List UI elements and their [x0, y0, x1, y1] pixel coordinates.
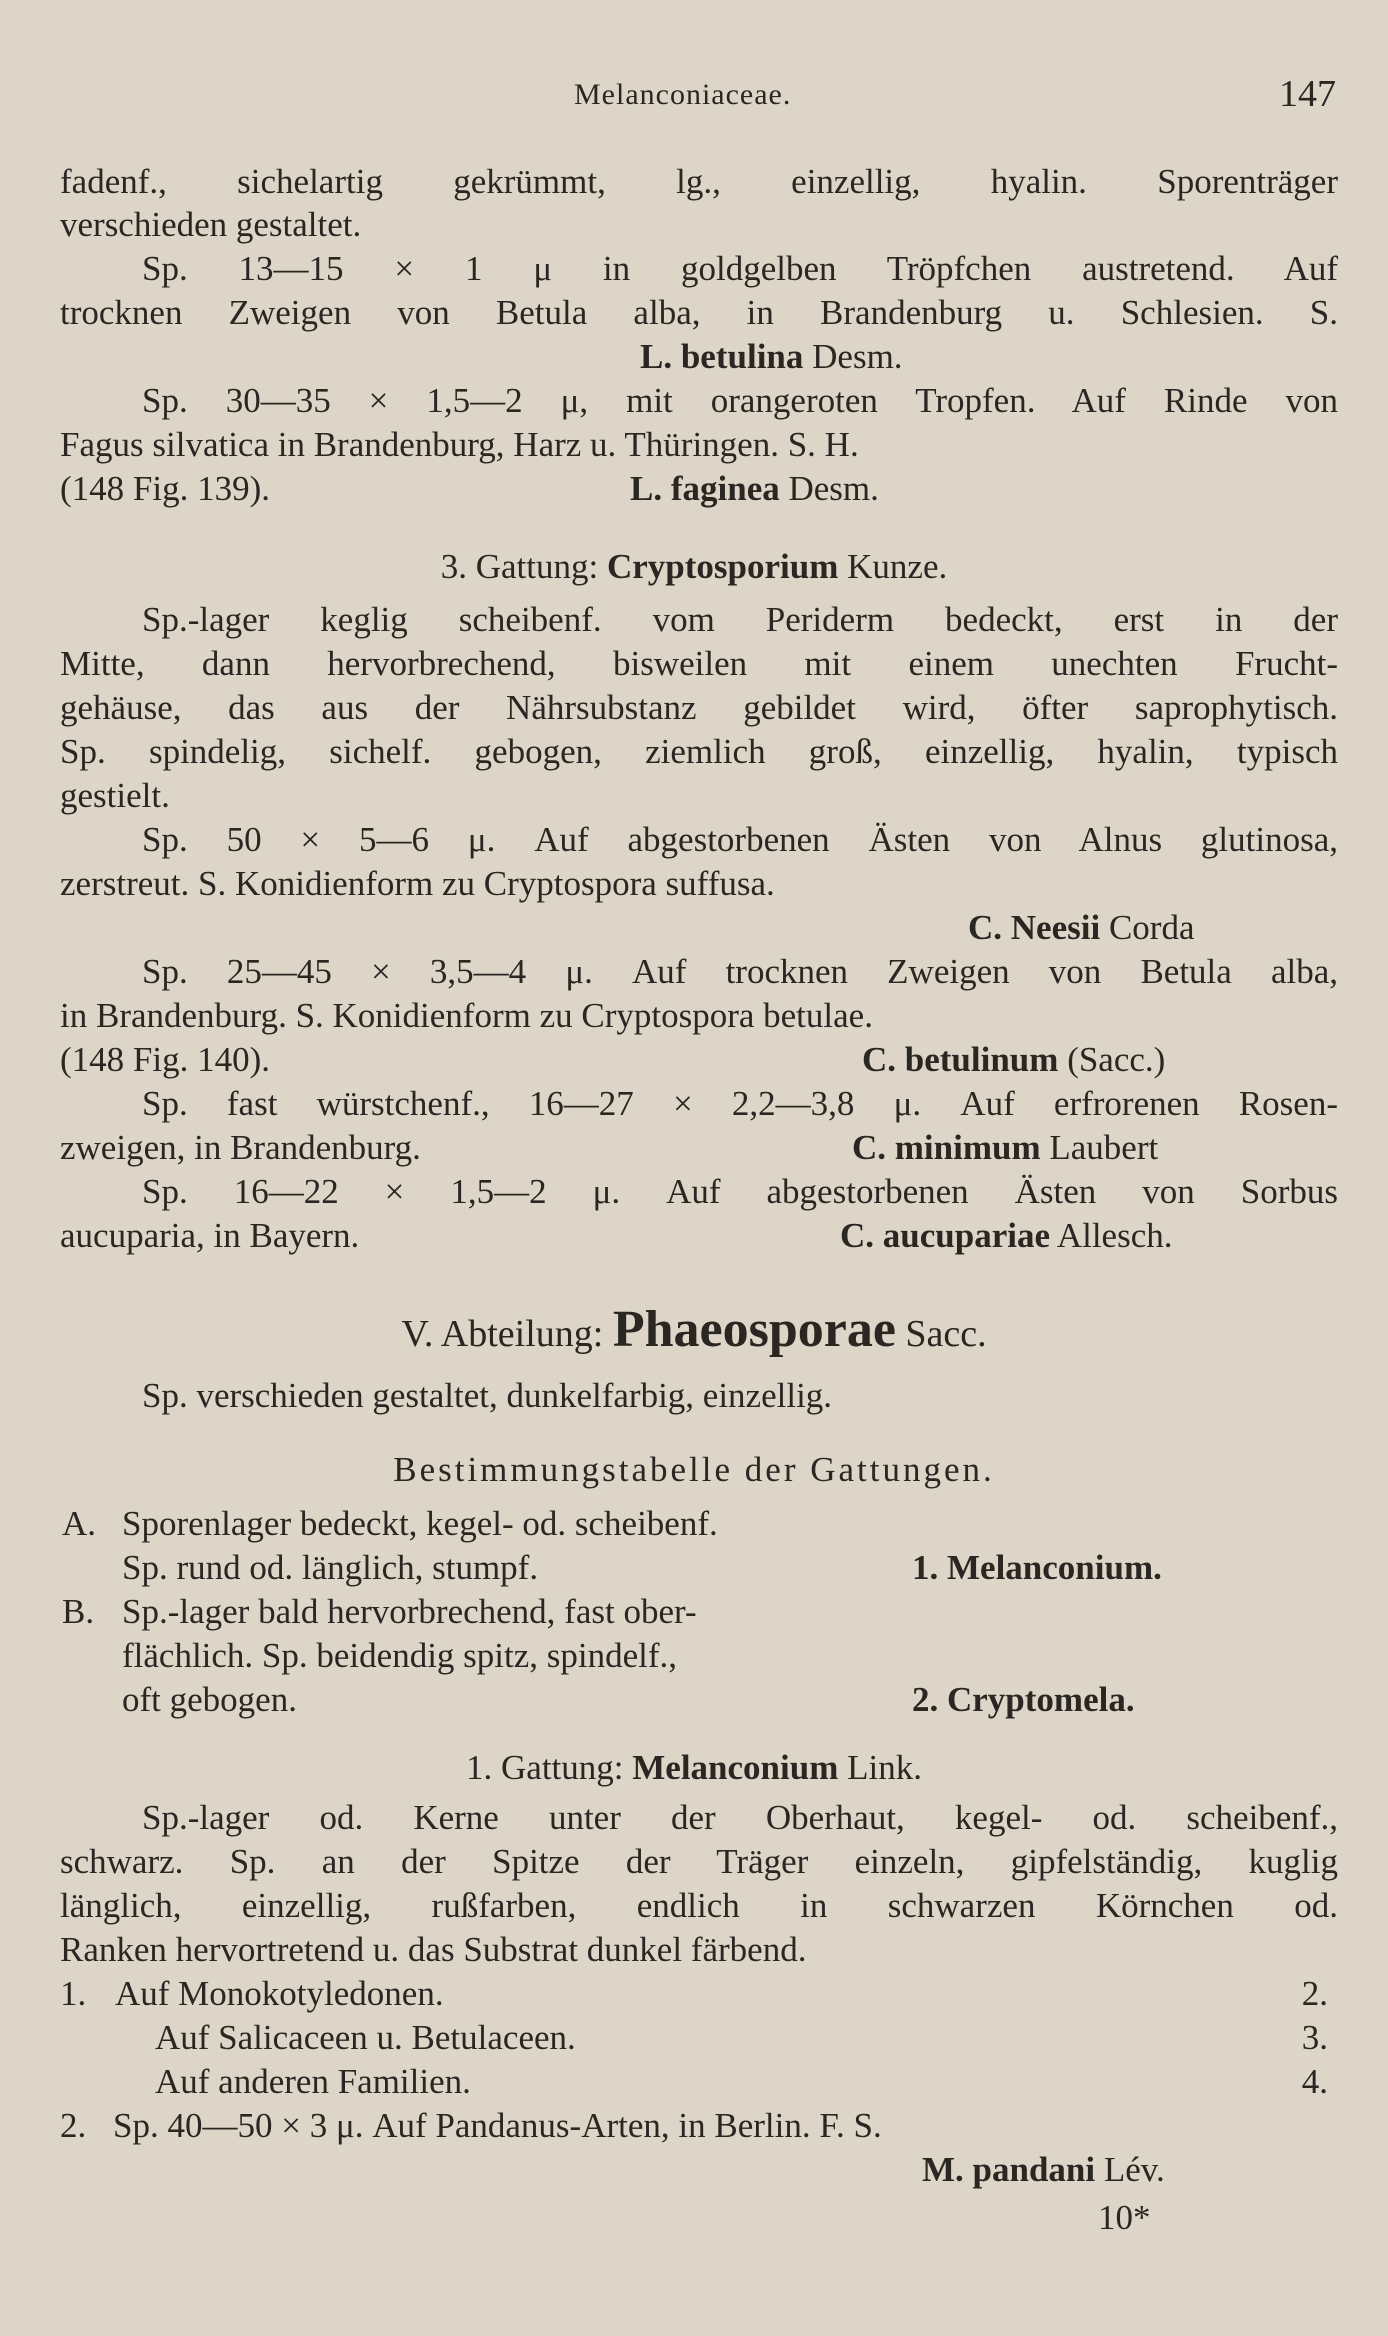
- text-line: Ranken hervortretend u. das Substrat dunkel färbend.: [60, 1930, 807, 1969]
- text-line: [60, 467, 1338, 511]
- species-name: [862, 1038, 1165, 1082]
- text-line: Sp. 30—35 × 1,5—2 μ, mit orangeroten Tropfen. Auf Rinde von: [142, 381, 1338, 420]
- text-line: zweigen, in Brandenburg. C. minimum Laubert: [60, 1126, 1338, 1170]
- text-line: schwarz. Sp. an der Spitze der Träger einzeln, gipfelständig, kuglig: [60, 1842, 1338, 1881]
- species-binomial: C. betulinum: [862, 1040, 1059, 1079]
- key-result: 1. Melanconium.: [912, 1548, 1162, 1587]
- printer-signature: 10*: [1098, 2198, 1151, 2237]
- key-line: Auf anderen Familien. 4.: [155, 2060, 1328, 2104]
- page-header: [0, 72, 1388, 122]
- figure-ref: (148 Fig. 140).: [60, 1040, 270, 1079]
- species-name: [840, 1214, 1173, 1258]
- species-author: Corda: [1108, 908, 1195, 947]
- key-line: 2. Sp. 40—50 × 3 μ. Auf Pandanus-Arten, in Berlin. F. S.: [60, 2106, 882, 2145]
- key-result: 2. Cryptomela.: [912, 1680, 1135, 1719]
- species-binomial: C. Neesii: [968, 908, 1101, 947]
- text-line: in Brandenburg. S. Konidienform zu Cryptospora betulae.: [60, 996, 873, 1035]
- key-entry-b-cont: flächlich. Sp. beidendig spitz, spindelf.,: [122, 1636, 678, 1675]
- text-line: Sp. 50 × 5—6 μ. Auf abgestorbenen Ästen von Alnus glutinosa,: [142, 820, 1338, 859]
- key-title: Bestimmungstabelle der Gattungen.: [393, 1450, 995, 1489]
- page-number: 147: [1279, 73, 1336, 115]
- species-binomial: C. minimum: [852, 1128, 1041, 1167]
- key-target: 3.: [1301, 2018, 1328, 2057]
- species-author: Laubert: [1049, 1128, 1159, 1167]
- text-line: Sp. fast würstchenf., 16—27 × 2,2—3,8 μ. Auf erfrorenen Rosen-: [142, 1084, 1338, 1123]
- section-description: Sp. verschieden gestaltet, dunkelfarbig, einzellig.: [142, 1376, 833, 1415]
- text-line: länglich, einzellig, rußfarben, endlich in schwarzen Körnchen od.: [60, 1886, 1338, 1925]
- species-author: Allesch.: [1056, 1216, 1173, 1255]
- genus-heading: 3. Gattung: Cryptosporium Kunze.: [440, 547, 948, 586]
- text-line: Sp. 13—15 × 1 μ in goldgelben Tröpfchen austretend. Auf: [142, 249, 1338, 288]
- text-line: Sp.-lager od. Kerne unter der Oberhaut, kegel- od. scheibenf.,: [142, 1798, 1338, 1837]
- species-name: [968, 906, 1195, 950]
- key-target: 2.: [1301, 1974, 1328, 2013]
- key-entry-b-cont: oft gebogen. 2. Cryptomela.: [122, 1678, 1272, 1722]
- text-line: Sp. 25—45 × 3,5—4 μ. Auf trocknen Zweigen von Betula alba,: [142, 952, 1338, 991]
- text-line: Fagus silvatica in Brandenburg, Harz u. Thüringen. S. H.: [60, 425, 859, 464]
- key-label: A.: [62, 1504, 97, 1543]
- species-author: Lév.: [1103, 2150, 1165, 2189]
- text-line: zerstreut. S. Konidienform zu Cryptospora suffusa.: [60, 864, 775, 903]
- running-title: Melanconiaceae.: [574, 78, 792, 111]
- text-line: Sp. spindelig, sichelf. gebogen, ziemlich groß, einzellig, hyalin, typisch: [60, 732, 1338, 771]
- species-author: Desm.: [812, 337, 903, 376]
- section-name: Phaeosporae: [612, 1301, 896, 1358]
- key-label: B.: [62, 1592, 95, 1631]
- text-line: verschieden gestaltet.: [60, 205, 362, 244]
- key-entry-b: B. Sp.-lager bald hervorbrechend, fast ober-: [122, 1590, 1272, 1634]
- section-heading: V. Abteilung: Phaeosporae Sacc.: [401, 1301, 987, 1358]
- species-binomial: L. betulina: [640, 337, 804, 376]
- text-line: trocknen Zweigen von Betula alba, in Brandenburg u. Schlesien. S.: [60, 293, 1338, 332]
- species-name: [852, 1126, 1158, 1170]
- text-line: Mitte, dann hervorbrechend, bisweilen mit einem unechten Frucht-: [60, 644, 1338, 683]
- figure-ref: (148 Fig. 139).: [60, 469, 270, 508]
- text-line: [60, 1038, 1338, 1082]
- species-binomial: C. aucupariae: [840, 1216, 1050, 1255]
- species-author: (Sacc.): [1067, 1040, 1166, 1079]
- genus-name: Cryptosporium: [606, 547, 839, 586]
- key-line: 1. Auf Monokotyledonen. 2.: [60, 1972, 1338, 2016]
- text-line: gehäuse, das aus der Nährsubstanz gebildet wird, öfter saprophytisch.: [60, 688, 1338, 727]
- species-author: Desm.: [788, 469, 879, 508]
- species-name: [922, 2148, 1165, 2192]
- text-line: gestielt.: [60, 776, 170, 815]
- text-line: aucuparia, in Bayern. C. aucupariae Allesch.: [60, 1214, 1338, 1258]
- key-target: 4.: [1301, 2062, 1328, 2101]
- species-name: [640, 335, 903, 379]
- text-line: fadenf., sichelartig gekrümmt, lg., einzellig, hyalin. Sporenträger: [60, 162, 1338, 201]
- species-binomial: L. faginea: [630, 469, 780, 508]
- species-name: [630, 467, 879, 511]
- genus-heading: 1. Gattung: Melanconium Link.: [466, 1748, 922, 1787]
- text-line: Sp. 16—22 × 1,5—2 μ. Auf abgestorbenen Ästen von Sorbus: [142, 1172, 1338, 1211]
- key-line: Auf Salicaceen u. Betulaceen. 3.: [155, 2016, 1328, 2060]
- species-binomial: M. pandani: [922, 2150, 1096, 2189]
- key-entry-a-cont: Sp. rund od. länglich, stumpf. 1. Melanconium.: [122, 1546, 1272, 1590]
- genus-name: Melanconium: [632, 1748, 839, 1787]
- key-entry-a: A. Sporenlager bedeckt, kegel- od. scheibenf.: [122, 1502, 1272, 1546]
- text-line: Sp.-lager keglig scheibenf. vom Periderm bedeckt, erst in der: [142, 600, 1338, 639]
